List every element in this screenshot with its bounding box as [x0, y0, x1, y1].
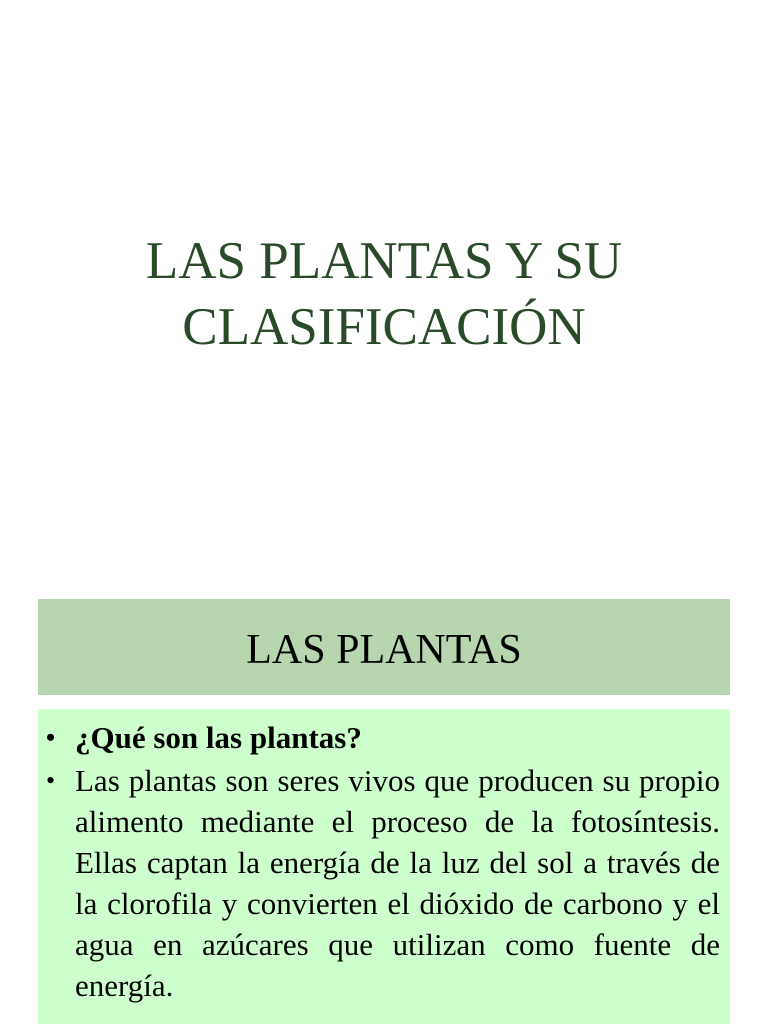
bullet-list [38, 709, 730, 1006]
bullet-marker: • [46, 723, 56, 752]
body-box [38, 709, 730, 1024]
main-title-line-1: LAS PLANTAS Y SU [145, 232, 623, 290]
bullet-item-definition [46, 760, 720, 1006]
bullet-marker: • [46, 766, 56, 795]
main-title-line-2: CLASIFICACIÓN [182, 298, 586, 356]
bullet-item-question [46, 717, 720, 758]
content-slide [38, 599, 730, 1024]
bullet-text: ¿Qué son las plantas? [75, 720, 362, 755]
main-title [0, 228, 768, 360]
section-title: LAS PLANTAS [246, 627, 522, 673]
section-header [38, 599, 730, 695]
bullet-text: Las plantas son seres vivos que producen su propio alimento mediante el proceso de la fotosíntesis. Ellas captan la energía de la luz del sol a través de la clorofila y convierten el dióxido de carbono y el agua en azúcares que utilizan como fuente de energía. [75, 763, 720, 1003]
